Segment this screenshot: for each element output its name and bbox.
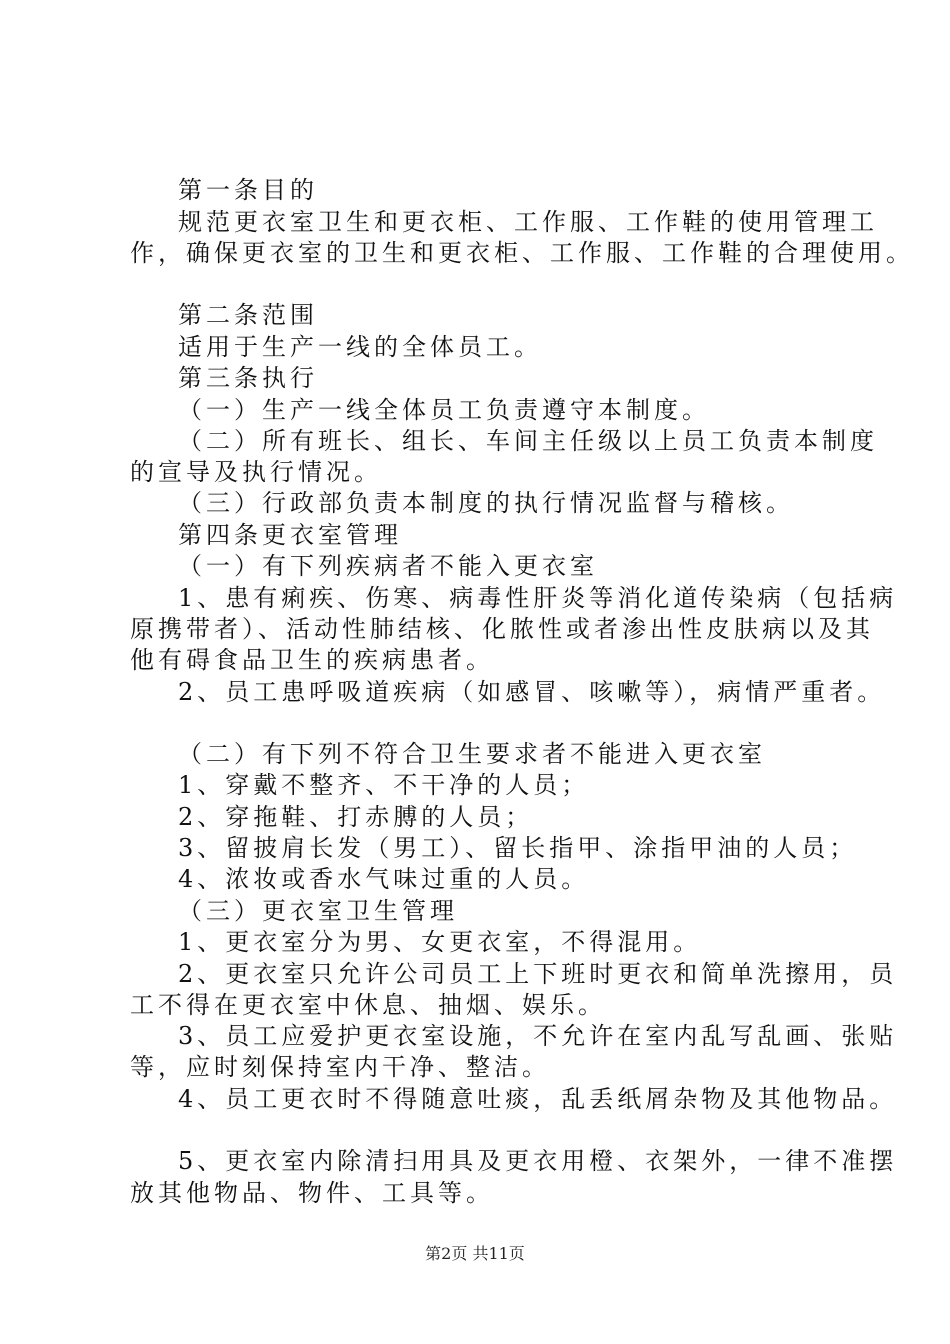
paragraph-line: 2、更衣室只允许公司员工上下班时更衣和简单洗擦用，员 — [178, 960, 898, 988]
paragraph-line: 放其他物品、物件、工具等。 — [130, 1179, 494, 1207]
page-number: 第2页 共11页 — [425, 1244, 525, 1263]
article-2-heading: 第二条范围 — [178, 301, 318, 329]
paragraph-line: 5、更衣室内除清扫用具及更衣用橙、衣架外，一律不准摆 — [178, 1147, 898, 1175]
paragraph-line: 作，确保更衣室的卫生和更衣柜、工作服、工作鞋的合理使用。 — [130, 239, 914, 267]
paragraph-line: 原携带者）、活动性肺结核、化脓性或者渗出性皮肤病以及其 — [130, 615, 874, 643]
paragraph-line: 3、员工应爱护更衣室设施，不允许在室内乱写乱画、张贴 — [178, 1022, 898, 1050]
paragraph-line: 的宣导及执行情况。 — [130, 458, 382, 486]
article-4-heading: 第四条更衣室管理 — [178, 521, 402, 549]
paragraph-line: （三）行政部负责本制度的执行情况监督与稽核。 — [178, 489, 794, 517]
paragraph-line: 2、穿拖鞋、打赤膊的人员； — [178, 803, 534, 831]
section-heading: （三）更衣室卫生管理 — [178, 897, 458, 925]
paragraph-line: （二）所有班长、组长、车间主任级以上员工负责本制度 — [178, 427, 878, 455]
paragraph-line: （一）生产一线全体员工负责遵守本制度。 — [178, 396, 710, 424]
paragraph-line: 等，应时刻保持室内干净、整洁。 — [130, 1053, 550, 1081]
article-3-heading: 第三条执行 — [178, 364, 318, 392]
paragraph-line: 规范更衣室卫生和更衣柜、工作服、工作鞋的使用管理工 — [178, 208, 878, 236]
paragraph-line: 工不得在更衣室中休息、抽烟、娱乐。 — [130, 991, 606, 1019]
paragraph-line: 适用于生产一线的全体员工。 — [178, 333, 542, 361]
paragraph-line: 3、留披肩长发（男工）、留长指甲、涂指甲油的人员； — [178, 834, 858, 862]
paragraph-line: 他有碍食品卫生的疾病患者。 — [130, 646, 494, 674]
paragraph-line: 4、浓妆或香水气味过重的人员。 — [178, 865, 590, 893]
paragraph-line: 1、穿戴不整齐、不干净的人员； — [178, 771, 590, 799]
paragraph-line: 2、员工患呼吸道疾病（如感冒、咳嗽等），病情严重者。 — [178, 678, 886, 706]
article-1-heading: 第一条目的 — [178, 176, 318, 204]
section-heading: （二）有下列不符合卫生要求者不能进入更衣室 — [178, 740, 766, 768]
section-heading: （一）有下列疾病者不能入更衣室 — [178, 552, 598, 580]
paragraph-line: 4、员工更衣时不得随意吐痰，乱丢纸屑杂物及其他物品。 — [178, 1085, 898, 1113]
paragraph-line: 1、更衣室分为男、女更衣室，不得混用。 — [178, 928, 702, 956]
paragraph-line: 1、患有痢疾、伤寒、病毒性肝炎等消化道传染病（包括病 — [178, 584, 898, 612]
